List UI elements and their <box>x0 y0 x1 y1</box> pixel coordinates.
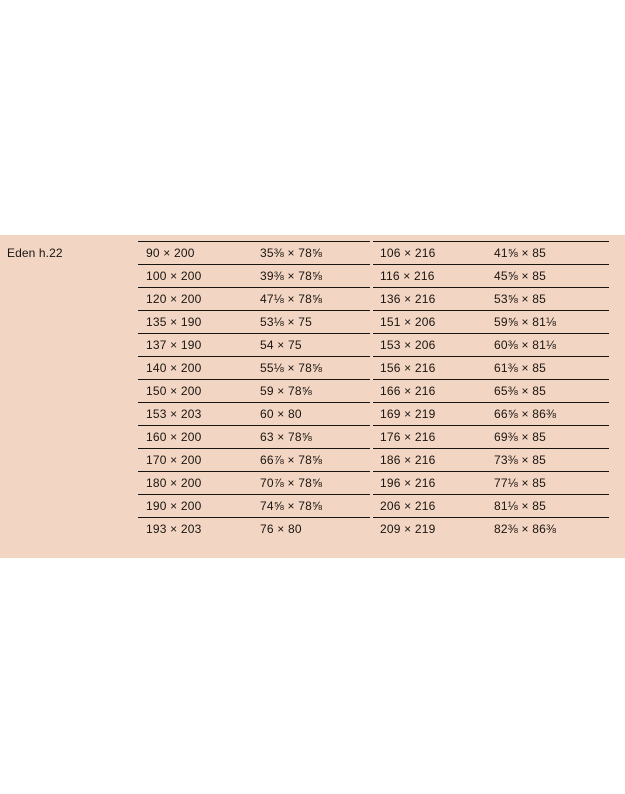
size-cm: 100 × 200 <box>146 269 202 283</box>
table-row <box>138 425 370 448</box>
size-in: 45⅝ × 85 <box>494 269 546 283</box>
table-row <box>373 494 609 517</box>
table-row <box>373 425 609 448</box>
table-row <box>373 264 609 287</box>
size-cm: 193 × 203 <box>146 522 202 536</box>
size-in: 73⅜ × 85 <box>494 453 546 467</box>
size-cm: 153 × 206 <box>380 338 436 352</box>
size-in: 81⅛ × 85 <box>494 499 546 513</box>
size-cm: 176 × 216 <box>380 430 436 444</box>
table-row <box>373 241 609 264</box>
table-row <box>138 356 370 379</box>
size-cm: 160 × 200 <box>146 430 202 444</box>
size-in: 60 × 80 <box>260 407 302 421</box>
size-in: 66⅝ × 86⅜ <box>494 407 557 421</box>
size-in: 53⅛ × 75 <box>260 315 312 329</box>
size-cm: 90 × 200 <box>146 246 195 260</box>
size-cm: 180 × 200 <box>146 476 202 490</box>
size-cm: 186 × 216 <box>380 453 436 467</box>
table-row <box>373 287 609 310</box>
table-row <box>373 517 609 540</box>
size-cm: 136 × 216 <box>380 292 436 306</box>
size-cm: 150 × 200 <box>146 384 202 398</box>
table-row <box>138 287 370 310</box>
size-in: 47⅛ × 78⅝ <box>260 292 323 306</box>
product-name: Eden h.22 <box>7 246 63 260</box>
size-in: 59 × 78⅝ <box>260 384 312 398</box>
size-in: 41⅝ × 85 <box>494 246 546 260</box>
table-row <box>373 333 609 356</box>
size-cm: 151 × 206 <box>380 315 436 329</box>
size-cm: 190 × 200 <box>146 499 202 513</box>
size-in: 54 × 75 <box>260 338 302 352</box>
table-row <box>138 402 370 425</box>
size-in: 60⅜ × 81⅛ <box>494 338 557 352</box>
size-cm: 156 × 216 <box>380 361 436 375</box>
size-cm: 120 × 200 <box>146 292 202 306</box>
size-cm: 196 × 216 <box>380 476 436 490</box>
size-in: 39⅜ × 78⅝ <box>260 269 323 283</box>
size-in: 69⅜ × 85 <box>494 430 546 444</box>
size-in: 82⅜ × 86⅜ <box>494 522 557 536</box>
table-row <box>373 379 609 402</box>
table-row <box>138 333 370 356</box>
size-in: 66⅞ × 78⅝ <box>260 453 323 467</box>
size-cm: 166 × 216 <box>380 384 436 398</box>
size-cm: 209 × 219 <box>380 522 436 536</box>
size-in: 63 × 78⅝ <box>260 430 312 444</box>
size-cm: 116 × 216 <box>380 269 435 283</box>
size-cm: 135 × 190 <box>146 315 202 329</box>
size-cm: 153 × 203 <box>146 407 202 421</box>
table-row <box>373 471 609 494</box>
table-row <box>373 310 609 333</box>
table-row <box>138 264 370 287</box>
size-cm: 206 × 216 <box>380 499 436 513</box>
table-row <box>138 310 370 333</box>
size-in: 55⅛ × 78⅝ <box>260 361 323 375</box>
size-in: 59⅝ × 81⅛ <box>494 315 557 329</box>
table-row <box>138 448 370 471</box>
size-in: 70⅞ × 78⅝ <box>260 476 323 490</box>
table-row <box>138 241 370 264</box>
table-row <box>138 517 370 540</box>
size-in: 65⅜ × 85 <box>494 384 546 398</box>
table-row <box>373 448 609 471</box>
size-cm: 137 × 190 <box>146 338 202 352</box>
table-row <box>138 379 370 402</box>
size-in: 76 × 80 <box>260 522 302 536</box>
table-row <box>373 356 609 379</box>
size-cm: 170 × 200 <box>146 453 202 467</box>
size-in: 77⅛ × 85 <box>494 476 546 490</box>
size-cm: 106 × 216 <box>380 246 436 260</box>
table-row <box>138 494 370 517</box>
size-in: 35⅜ × 78⅝ <box>260 246 323 260</box>
table-row <box>373 402 609 425</box>
size-column-left <box>138 241 370 540</box>
size-cm: 140 × 200 <box>146 361 202 375</box>
size-in: 61⅜ × 85 <box>494 361 546 375</box>
table-row <box>138 471 370 494</box>
size-column-right <box>373 241 609 540</box>
size-in: 53⅝ × 85 <box>494 292 546 306</box>
size-cm: 169 × 219 <box>380 407 436 421</box>
size-in: 74⅝ × 78⅝ <box>260 499 323 513</box>
